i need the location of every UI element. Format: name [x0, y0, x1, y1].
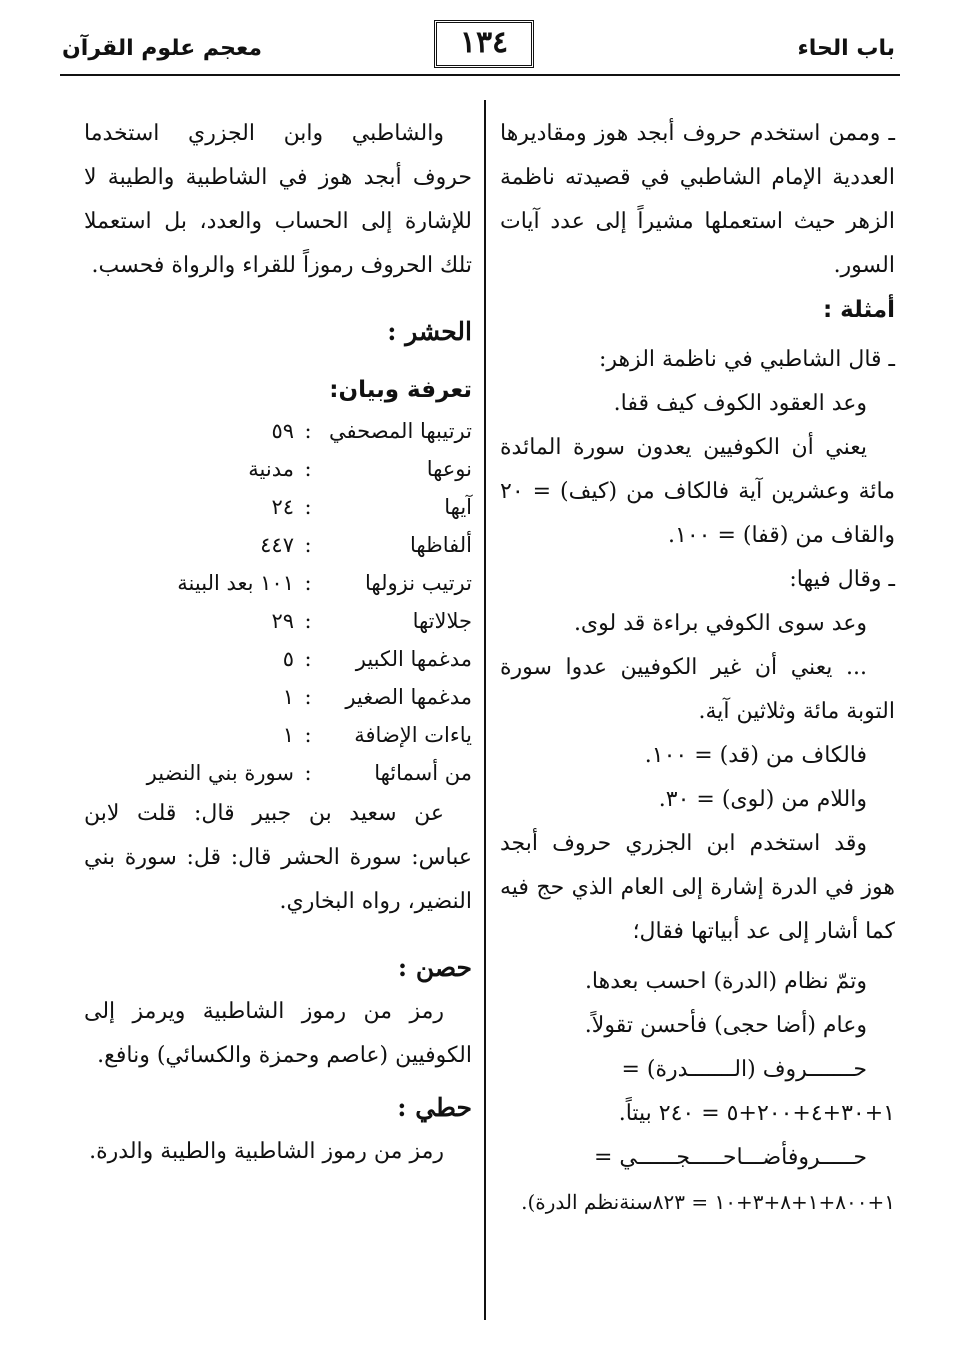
info-row	[84, 678, 472, 716]
info-row	[84, 450, 472, 488]
info-value: ١	[282, 685, 294, 709]
info-colon: :	[304, 533, 312, 557]
book-title: معجم علوم القرآن	[62, 36, 263, 61]
info-row	[84, 754, 472, 792]
column-divider	[484, 100, 486, 1320]
calculation-line: ١+٨٠٠+١+٨+٣+١٠ = ٨٢٣سنةنظم الدرة).	[521, 1190, 895, 1214]
info-label: من أسمائها	[374, 761, 472, 785]
paragraph: عن سعيد بن جبير قال: قلت لابن عباس: سورة الحشر قال: قل: سورة بني النضير، رواه البخاري.	[84, 801, 472, 914]
verse-line: وعد سوى الكوفي براءة قد لوى.	[573, 611, 867, 636]
paragraph: رمز من رموز الشاطبية ويرمز إلى الكوفيين (عاصم وحمزة والكسائي) ونافع.	[84, 999, 472, 1068]
info-row	[84, 602, 472, 640]
info-table	[84, 412, 472, 792]
page-header	[0, 0, 957, 92]
header-divider	[60, 74, 900, 76]
calculation-line: واللام من (لوى) = ٣٠.	[658, 787, 867, 812]
info-row	[84, 640, 472, 678]
verse-line: وعد العقود الكوف كيف قفا.	[613, 391, 867, 416]
paragraph: ـ قال الشاطبي في ناظمة الزهر:	[598, 347, 895, 372]
info-colon: :	[304, 457, 312, 481]
info-colon: :	[304, 685, 312, 709]
info-colon: :	[304, 495, 312, 519]
section-heading-hisn: حصن :	[397, 953, 472, 982]
paragraph: ـ وقال فيها:	[789, 567, 895, 592]
calculation-line: ١+٣٠+٤+٢٠٠+٥ = ٢٤٠ بيتاً.	[618, 1101, 895, 1126]
info-value: ٥٩	[271, 419, 294, 443]
left-column	[84, 112, 472, 1174]
right-column	[500, 112, 895, 1224]
paragraph: رمز من رموز الشاطبية والطيبة والدرة.	[89, 1139, 444, 1164]
info-value: ٢٤	[271, 495, 294, 519]
info-colon: :	[304, 419, 312, 443]
info-value: ١	[282, 723, 294, 747]
info-colon: :	[304, 647, 312, 671]
info-row	[84, 716, 472, 754]
info-value: ٢٩	[271, 609, 294, 633]
section-heading-hashr: الحشر :	[387, 317, 472, 346]
section-heading-hatti: حطي :	[397, 1093, 472, 1122]
info-row	[84, 488, 472, 526]
chapter-title: باب الحاء	[797, 36, 895, 61]
info-colon: :	[304, 609, 312, 633]
info-label: مدغمها الصغير	[345, 685, 472, 709]
info-label: آيها	[444, 495, 472, 519]
info-value: ٥	[282, 647, 294, 671]
info-colon: :	[304, 723, 312, 747]
info-value: ٤٤٧	[260, 533, 294, 557]
verse-line: وعام (أضا حجى) فأحسن تقولاً.	[584, 1013, 867, 1038]
paragraph: ـ وممن استخدم حروف أبجد هوز ومقاديرها العددية الإمام الشاطبي في قصيدته ناظمة الزهر حيث استعملها مشيراً إلى عدد آيات السور.	[500, 121, 895, 278]
info-title: تعرفة وبيان:	[329, 377, 472, 403]
info-value: سورة بني النضير	[146, 761, 294, 785]
info-label: ياءات الإضافة	[354, 723, 472, 747]
paragraph: وقد استخدم ابن الجزري حروف أبجد هوز في الدرة إشارة إلى العام الذي حج فيه كما أشار إلى عد أبياتها فقال؛	[500, 831, 895, 944]
examples-heading: أمثلة :	[822, 297, 895, 323]
info-label: جلالاتها	[412, 609, 472, 633]
calculation-line: فالكاف من (قد) = ١٠٠.	[644, 743, 867, 768]
info-label: ترتيبها المصحفي	[329, 419, 472, 443]
info-colon: :	[304, 761, 312, 785]
paragraph: يعني أن الكوفيين يعدون سورة المائدة مائة وعشرين آية فالكاف من (كيف) = ٢٠ والقاف من (قفا) = ١٠٠.	[500, 435, 895, 548]
info-colon: :	[304, 571, 312, 595]
calculation-line: حـــــروفأضـــاحـــــجــــــي =	[594, 1145, 867, 1170]
paragraph: ... يعني أن غير الكوفيين عدوا سورة التوبة مائة وثلاثين آية.	[500, 655, 895, 724]
paragraph: والشاطبي وابن الجزري استخدما حروف أبجد هوز في الشاطبية والطيبة لا للإشارة إلى الحساب والعدد، بل استعملا تلك الحروف رموزاً للقراء والرواة فحسب.	[84, 121, 472, 278]
calculation-line: حـــــــروف (الـــــــدرة) =	[621, 1057, 867, 1082]
info-value: مدنية	[248, 457, 294, 481]
info-label: ألفاظها	[409, 533, 472, 557]
info-label: ترتيب نزولها	[365, 571, 472, 595]
info-row	[84, 412, 472, 450]
info-label: نوعها	[426, 457, 472, 481]
info-value: ١٠١ بعد البينة	[177, 571, 294, 595]
verse-line: وتمّ نظام (الدرة) احسب بعدها.	[584, 969, 867, 994]
info-row	[84, 526, 472, 564]
info-row	[84, 564, 472, 602]
info-label: مدغمها الكبير	[355, 647, 472, 671]
page-number: ١٣٤	[434, 20, 534, 68]
